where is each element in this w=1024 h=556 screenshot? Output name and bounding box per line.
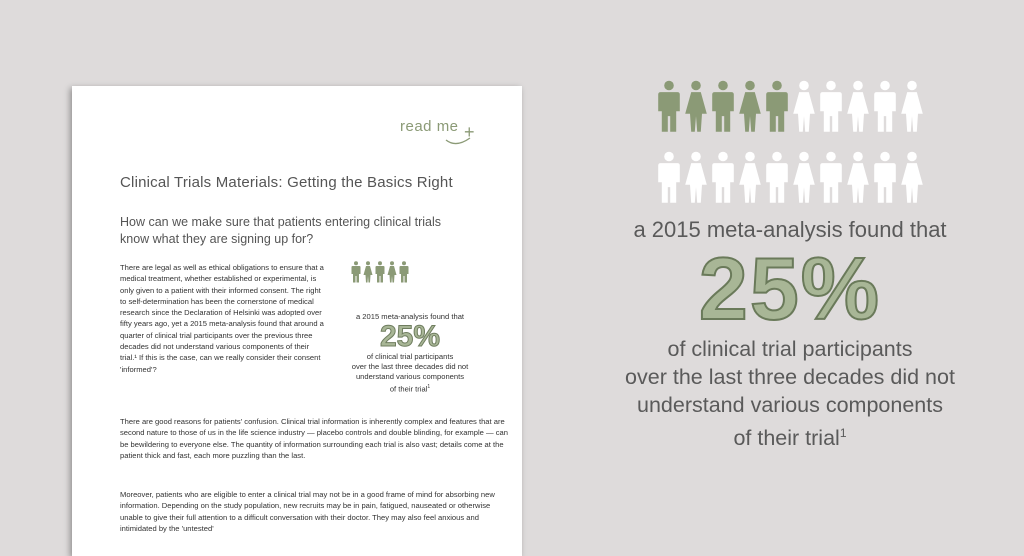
big-line-3: understand various components (637, 393, 943, 417)
plus-icon: + (464, 122, 476, 142)
person-empty-icon (363, 284, 373, 306)
mini-lead-text: a 2015 meta-analysis found that (355, 312, 465, 321)
person-empty-icon (435, 261, 445, 283)
person-empty-icon (459, 261, 469, 283)
person-empty-icon (846, 80, 870, 133)
big-line-4 (600, 419, 980, 452)
document-page (72, 86, 522, 556)
person-empty-icon (435, 284, 445, 306)
logo-text: read me (400, 118, 459, 135)
person-filled-icon (765, 80, 789, 133)
person-filled-icon (738, 80, 762, 133)
body-paragraph-1: There are legal as well as ethical obligations to ensure that a medical treatment, whether established or experimental, is only given to a patient with their informed consent. The right to self-determination has been the cornerstone of medical research since the Declaration of Helsinki was adopted over fifty years ago, yet a 2015 meta-analysis found that around a quarter of clinical trial participants over the previous three decades did not understand various components of their trial.¹ If this is the case, can we really consider their consent 'informed'? (120, 263, 324, 374)
person-empty-icon (657, 151, 681, 204)
person-filled-icon (711, 80, 735, 133)
person-empty-icon (738, 151, 762, 204)
person-empty-icon (711, 151, 735, 204)
person-empty-icon (873, 151, 897, 204)
mini-line-3: understand various components (355, 372, 465, 381)
big-line-4-text: of their trial (733, 426, 840, 451)
mini-line-4-text: of their trial (389, 384, 428, 394)
person-empty-icon (819, 80, 843, 133)
big-line-2: over the last three decades did not (625, 365, 955, 389)
person-empty-icon (900, 80, 924, 133)
person-empty-icon (399, 284, 409, 306)
mini-figure-grid (342, 261, 478, 306)
person-empty-icon (459, 284, 469, 306)
mini-line-4 (342, 382, 478, 395)
person-empty-icon (900, 151, 924, 204)
body-paragraph-2: There are good reasons for patients' confusion. Clinical trial information is inherently complex and features that are second nature to those of us in the life science industry — placebo controls and double blinding, for example — can be bewildering to everyone else. The quantity of information surrounding each trial is also vast; details come at the patient thick and fast, each more puzzling than the last. (120, 417, 508, 460)
body-paragraph-3: Moreover, patients who are eligible to enter a clinical trial may not be in a good frame of mind for absorbing new information. Depending on the study population, new recruits may be in pain, fatigued, nauseated or otherwise unable to give their full attention to a difficult conversation with their doctor. They may also feel anxious and intimidated by the 'untested' (120, 490, 495, 533)
document-title: Clinical Trials Materials: Getting the Basics Right (120, 174, 453, 191)
person-empty-icon (447, 261, 457, 283)
mini-line-2: over the last three decades did not (351, 362, 469, 371)
person-empty-icon (873, 80, 897, 133)
person-empty-icon (423, 284, 433, 306)
big-figure-grid (655, 80, 925, 204)
person-empty-icon (684, 151, 708, 204)
person-empty-icon (765, 151, 789, 204)
person-filled-icon (684, 80, 708, 133)
mini-infographic (342, 261, 478, 395)
big-line-1: of clinical trial participants (667, 337, 913, 361)
person-filled-icon (351, 261, 361, 283)
person-empty-icon (387, 284, 397, 306)
person-filled-icon (399, 261, 409, 283)
big-footnote: 1 (839, 426, 847, 440)
document-subtitle: How can we make sure that patients entering clinical trials know what they are signing up for? (120, 215, 441, 246)
person-empty-icon (411, 261, 421, 283)
person-empty-icon (351, 284, 361, 306)
person-empty-icon (375, 284, 385, 306)
person-empty-icon (423, 261, 433, 283)
mini-footnote: 1 (427, 384, 431, 390)
person-filled-icon (387, 261, 397, 283)
person-empty-icon (411, 284, 421, 306)
logo-swoosh-icon (444, 134, 472, 148)
person-filled-icon (363, 261, 373, 283)
big-lines (600, 335, 980, 452)
big-percent: 25% (698, 239, 882, 338)
big-lead-text: a 2015 meta-analysis found that (633, 217, 947, 242)
mini-line-1: of clinical trial participants (366, 352, 454, 361)
person-empty-icon (792, 151, 816, 204)
person-empty-icon (447, 284, 457, 306)
person-empty-icon (846, 151, 870, 204)
read-me-logo (400, 118, 490, 154)
big-infographic (600, 80, 980, 452)
person-filled-icon (657, 80, 681, 133)
mini-percent: 25% (379, 320, 441, 353)
person-empty-icon (819, 151, 843, 204)
person-filled-icon (375, 261, 385, 283)
person-empty-icon (792, 80, 816, 133)
